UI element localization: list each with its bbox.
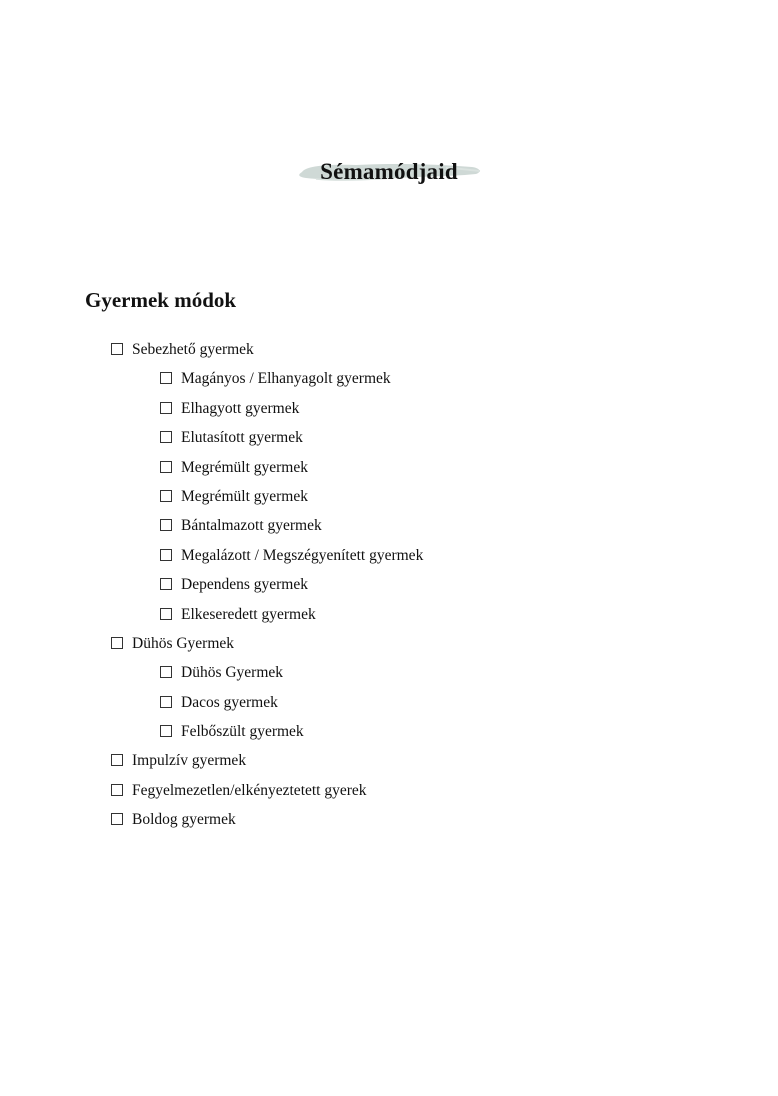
checklist-item-label: Dependens gyermek xyxy=(181,576,308,594)
checklist-item-label: Elkeseredett gyermek xyxy=(181,605,316,623)
child-modes-checklist xyxy=(0,338,423,838)
checklist-item-label: Fegyelmezetlen/elkényeztetett gyerek xyxy=(132,781,367,799)
checklist-item-label: Elhagyott gyermek xyxy=(181,399,300,417)
checkbox-icon[interactable] xyxy=(160,519,172,531)
checklist-item xyxy=(0,514,423,543)
checkbox-icon[interactable] xyxy=(111,784,123,796)
checklist-item xyxy=(0,426,423,455)
checkbox-icon[interactable] xyxy=(160,402,172,414)
checklist-item xyxy=(0,808,423,837)
checklist-item xyxy=(0,544,423,573)
checklist-item xyxy=(0,603,423,632)
checklist-item xyxy=(0,367,423,396)
checkbox-icon[interactable] xyxy=(111,637,123,649)
checkbox-icon[interactable] xyxy=(160,431,172,443)
section-heading: Gyermek módok xyxy=(85,288,237,312)
checkbox-icon[interactable] xyxy=(160,372,172,384)
title-block xyxy=(0,152,778,192)
checklist-item-label: Megalázott / Megszégyenített gyermek xyxy=(181,546,424,564)
checkbox-icon[interactable] xyxy=(160,461,172,473)
checklist-item-label: Dühös Gyermek xyxy=(181,664,284,682)
checklist-item-label: Bántalmazott gyermek xyxy=(181,517,322,535)
checkbox-icon[interactable] xyxy=(111,813,123,825)
checkbox-icon[interactable] xyxy=(160,608,172,620)
checklist-item-label: Magányos / Elhanyagolt gyermek xyxy=(181,370,391,388)
checklist-item xyxy=(0,632,423,661)
checkbox-icon[interactable] xyxy=(160,549,172,561)
checklist-item xyxy=(0,661,423,690)
checklist-item xyxy=(0,456,423,485)
checklist-item-label: Impulzív gyermek xyxy=(132,752,247,770)
checkbox-icon[interactable] xyxy=(160,666,172,678)
checklist-item-label: Felbőszült gyermek xyxy=(181,723,304,741)
checklist-item-label: Megrémült gyermek xyxy=(181,458,308,476)
checklist-item xyxy=(0,397,423,426)
checkbox-icon[interactable] xyxy=(160,578,172,590)
page-title: Sémamódjaid xyxy=(320,159,458,184)
checklist-item-label: Megrémült gyermek xyxy=(181,487,308,505)
checkbox-icon[interactable] xyxy=(111,343,123,355)
checkbox-icon[interactable] xyxy=(160,490,172,502)
checklist-item xyxy=(0,720,423,749)
checkbox-icon[interactable] xyxy=(160,696,172,708)
checklist-item xyxy=(0,749,423,778)
checklist-item xyxy=(0,573,423,602)
checklist-item-label: Dacos gyermek xyxy=(181,693,278,711)
checklist-item xyxy=(0,691,423,720)
checkbox-icon[interactable] xyxy=(160,725,172,737)
checklist-item-label: Elutasított gyermek xyxy=(181,429,303,447)
checklist-item xyxy=(0,485,423,514)
checklist-item-label: Sebezhető gyermek xyxy=(132,341,254,358)
checklist-item xyxy=(0,338,423,367)
checkbox-icon[interactable] xyxy=(111,754,123,766)
checklist-item-label: Dühös Gyermek xyxy=(132,634,235,652)
checklist-item xyxy=(0,779,423,808)
checklist-item-label: Boldog gyermek xyxy=(132,811,236,829)
